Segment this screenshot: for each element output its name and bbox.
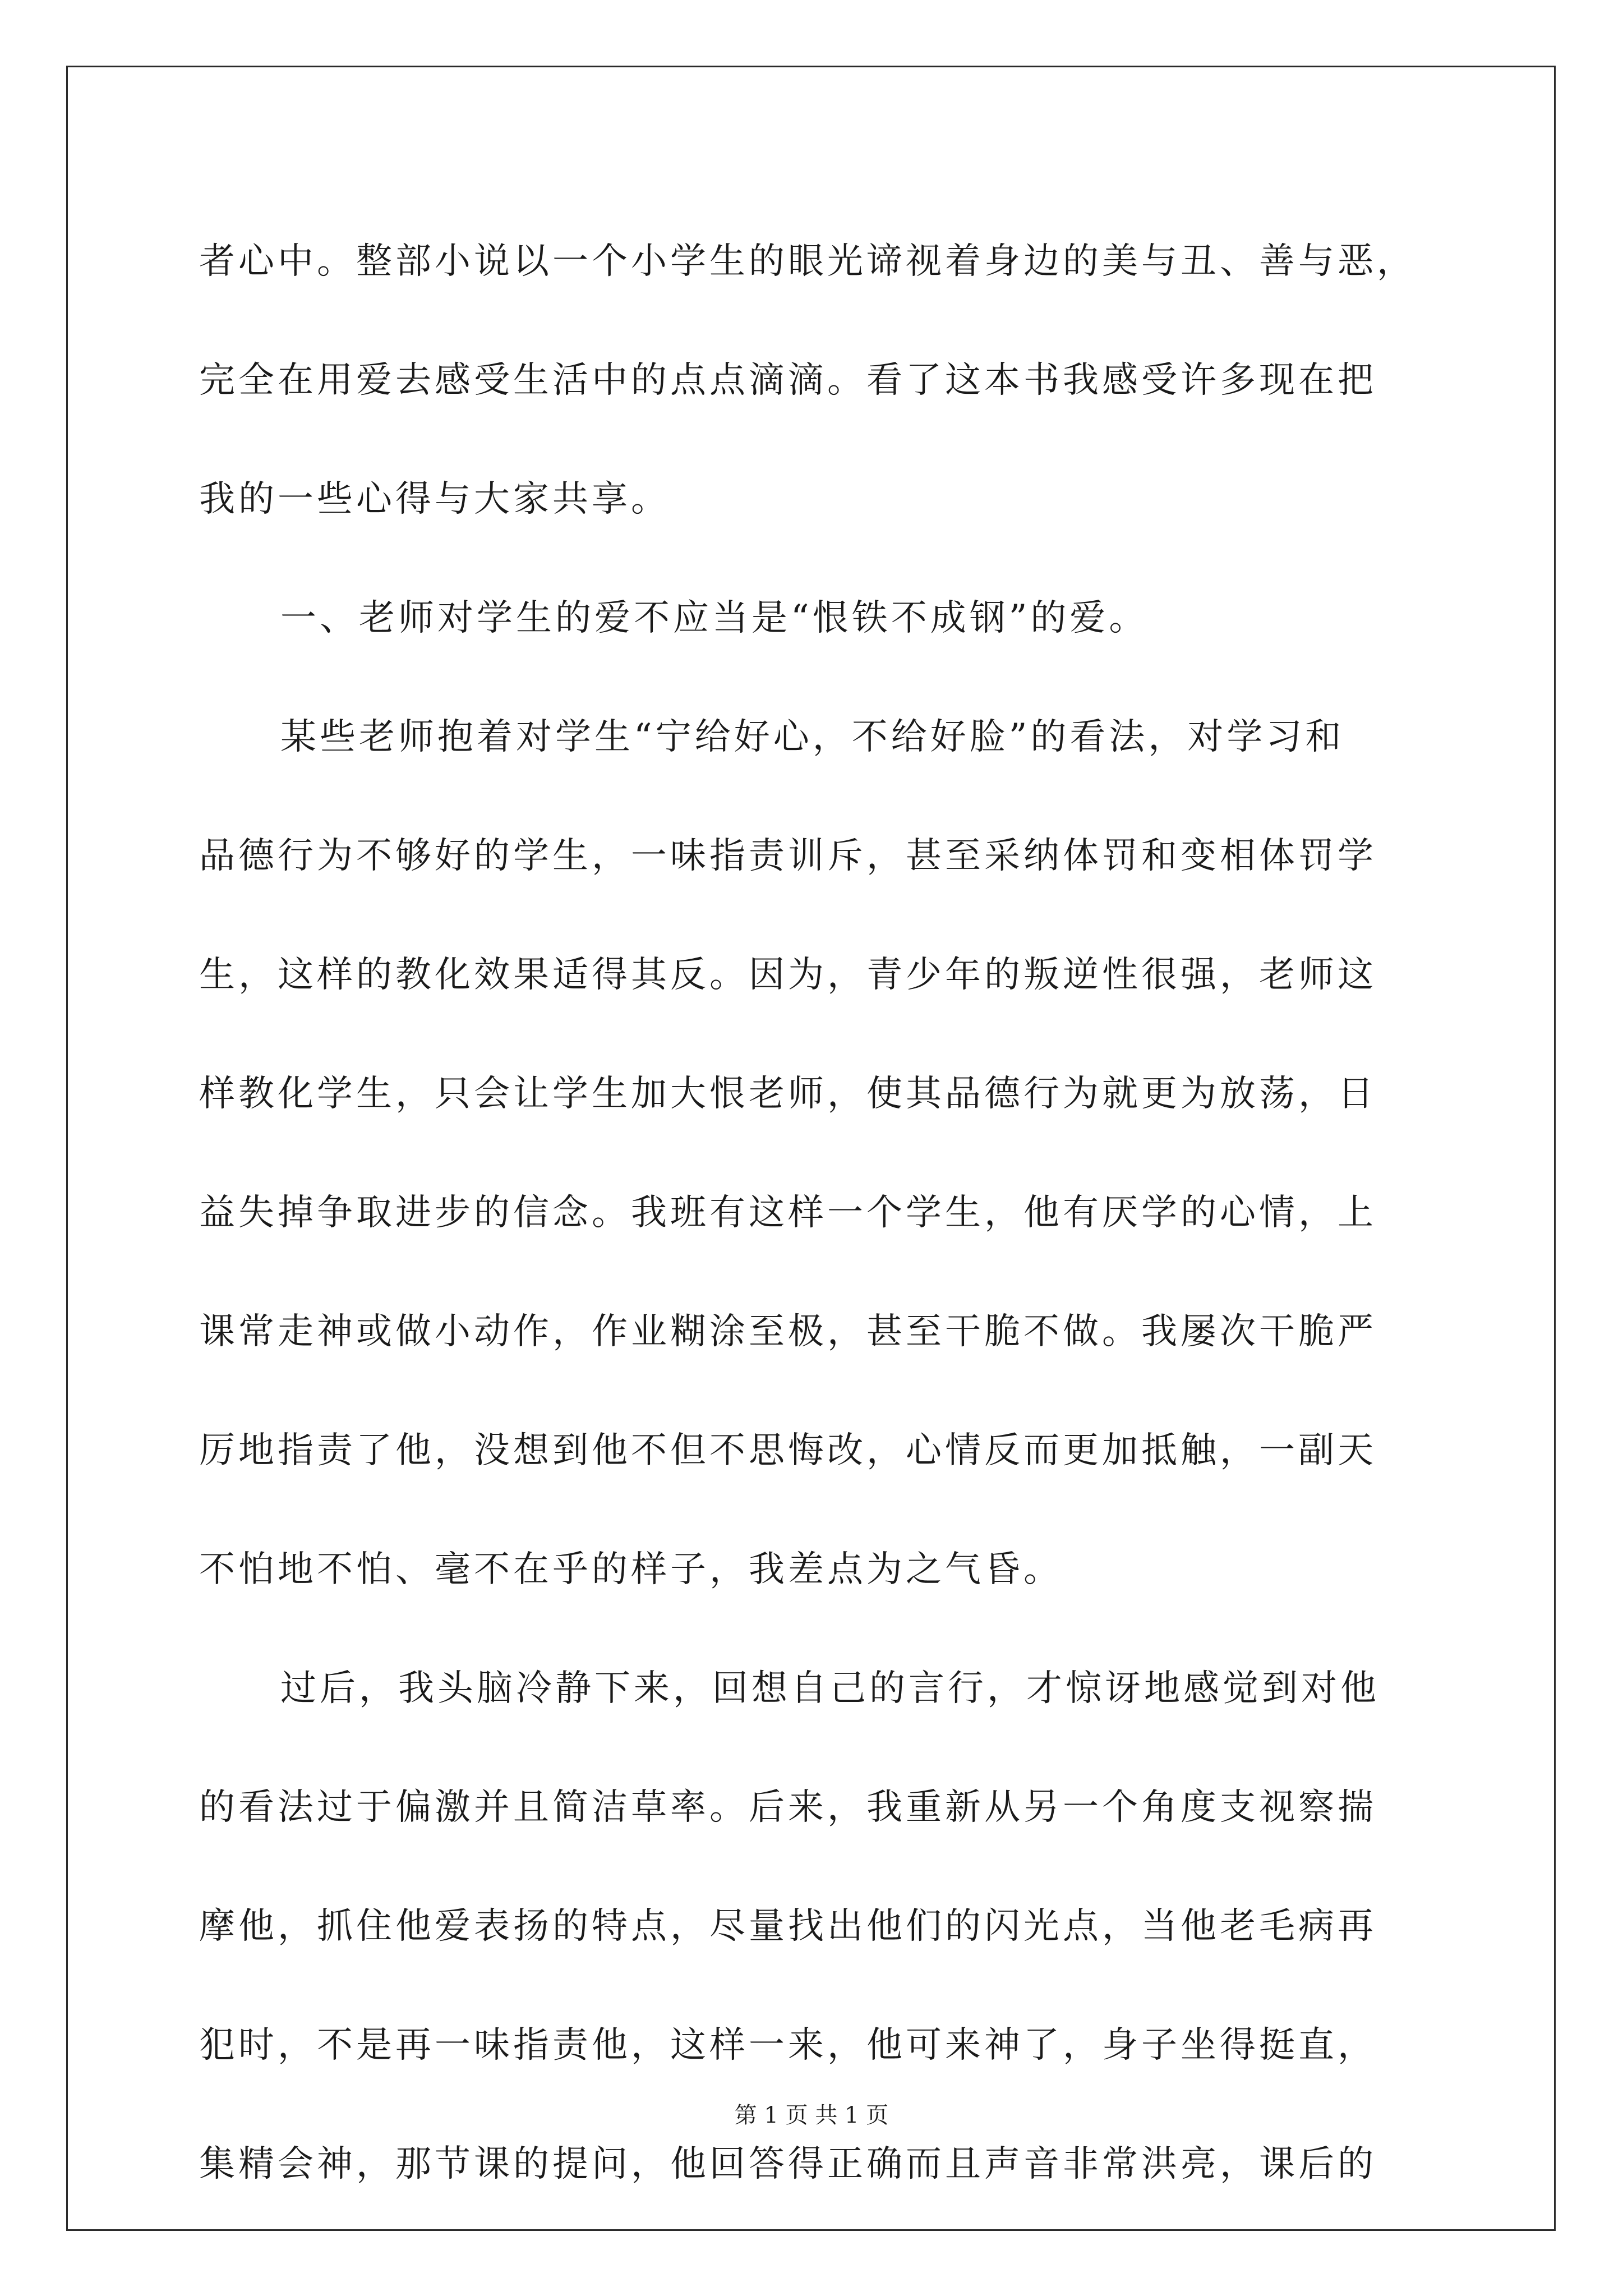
page-number-footer: 第 1 页 共 1 页 [734,2102,889,2128]
text-line: 者心中。整部小说以一个小学生的眼光谛视着身边的美与丑、善与恶， [199,241,1416,282]
section-heading: 一、老师对学生的爱不应当是“恨铁不成钢”的爱。 [280,597,1149,639]
text-line: 不怕地不怕、毫不在乎的样子，我差点为之气昏。 [199,1549,1063,1590]
text-line: 我的一些心得与大家共享。 [199,478,670,520]
text-line: 厉地指责了他，没想到他不但不思悔改，心情反而更加抵触，一副天 [199,1430,1377,1471]
text-line: 样教化学生，只会让学生加大恨老师，使其品德行为就更为放荡，日 [199,1073,1377,1115]
text-line: 犯时，不是再一味指责他，这样一来，他可来神了，身子坐得挺直， [199,2024,1377,2066]
document-body [199,202,1433,2224]
paragraph-start-line: 过后，我头脑冷静下来，回想自己的言行，才惊讶地感觉到对他 [280,1668,1380,1709]
text-line: 生，这样的教化效果适得其反。因为，青少年的叛逆性很强，老师这 [199,954,1377,996]
text-line: 的看法过于偏激并且简洁草率。后来，我重新从另一个角度支视察揣 [199,1787,1377,1828]
text-line: 集精会神，那节课的提问，他回答得正确而且声音非常洪亮，课后的 [199,2143,1377,2185]
text-line: 品德行为不够好的学生，一味指责训斥，甚至采纳体罚和变相体罚学 [199,835,1377,877]
text-line: 课常走神或做小动作，作业糊涂至极，甚至干脆不做。我屡次干脆严 [199,1311,1377,1352]
paragraph-start-line: 某些老师抱着对学生“宁给好心，不给好脸”的看法，对学习和 [280,716,1345,758]
text-line: 完全在用爱去感受生活中的点点滴滴。看了这本书我感受许多现在把 [199,360,1377,401]
text-line: 益失掉争取进步的信念。我班有这样一个学生，他有厌学的心情，上 [199,1192,1377,1234]
text-line: 摩他，抓住他爱表扬的特点，尽量找出他们的闪光点，当他老毛病再 [199,1906,1377,1947]
